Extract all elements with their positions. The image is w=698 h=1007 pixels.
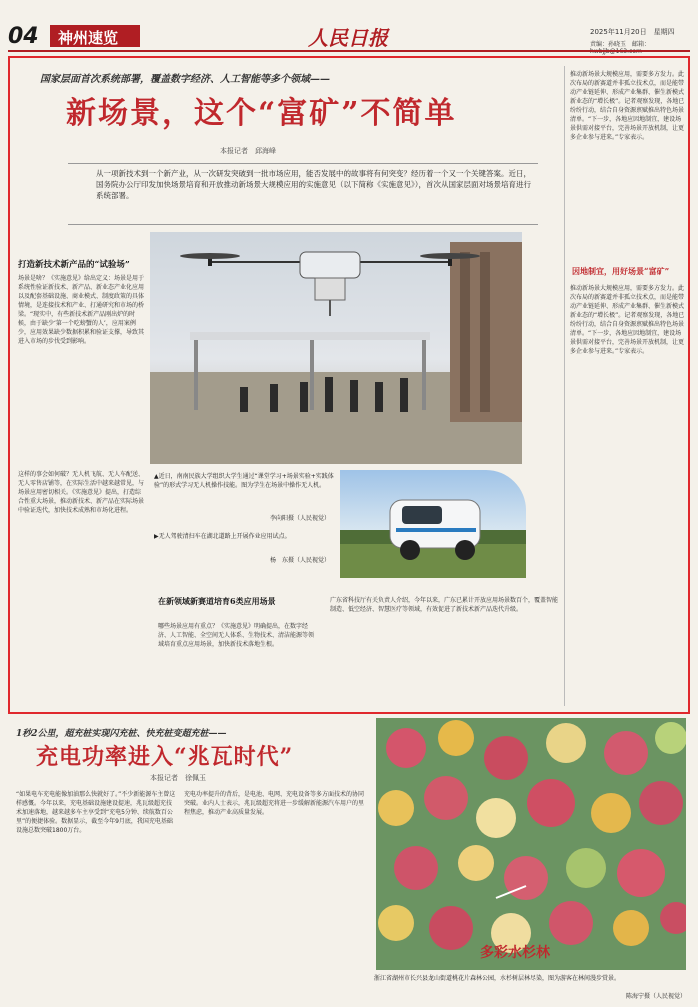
photo-feature-caption: 浙江省湖州市长兴县龙山街道桃花片森林公园，水杉树层林尽染，图为游客在林间漫步赏景。 [374, 975, 621, 982]
second-byline: 本报记者 徐佩玉 [150, 774, 206, 782]
second-text-col-2: 充电功率提升的背后，是电池、电网、充电设备等多方面技术的协同突破。业内人士表示，兆瓦级超充将进一步缓解新能源汽车用户的里程焦虑，推动产业高质量发展。 [184, 791, 364, 816]
lede-top-rule [68, 163, 538, 164]
second-text-col-1: “如果电车充电能像加油那么快就好了。”不少新能源车主曾这样感慨。今年以来，充电基础设施建设提速，兆瓦级超充技术加速落地，越来越多车主享受到“充电5分钟、续航数百公里”的便捷体验。数据显示，截至今年9月底，我国充电基础设施总数突破1800万台。 [16, 791, 176, 834]
photo-feature-credit: 陈海宁摄（人民视觉） [625, 993, 686, 1000]
left-subhead: 打造新技术新产品的“试验场” [18, 260, 130, 270]
page-number: 04 [8, 24, 39, 49]
photo-caption-1: ▲近日，南南民族大学组织大学生通过“课堂学习+场景实验+实践体验”的形式学习无人机操作技能。图为学生在场景中操作无人机。 [154, 473, 334, 489]
mid-subhead: 在新领域新赛道培育6类应用场景 [158, 596, 276, 606]
right-column-top-text: 推动新场景大规模应用，需要多方发力。此次布局的新赛道并非孤立技术点，而是能带动产业链延伸、形成产业集群、催生新模式新业态的“增长极”。记者观察发现，各地已纷纷行动，结合自身资源禀赋推出特色场景清单。“下一步，各地应因地制宜，建设场景供需对接平台，完善场景开放机制，让更多企业参与进来。”专家表示。 [570, 71, 685, 141]
right-subhead: 因地制宜，用好场景“富矿” [572, 266, 670, 276]
issue-date: 2025年11月20日 星期四 [590, 28, 675, 36]
mid-column-text: 哪些场景应用有重点？《实施意见》明确提出，在数字经济、人工智能、全空间无人体系、生物技术、清洁能源等领域培育重点应用场景，加快新技术落地生根。 [158, 623, 315, 648]
photo-credit-2: 杨 东摄（人民视觉） [269, 557, 330, 564]
second-headline[interactable]: 充电功率进入“兆瓦时代” [36, 744, 294, 770]
sweeper-photo [340, 470, 526, 578]
section-label: 神州速览 [50, 25, 140, 47]
sweeper-illustration [340, 470, 526, 578]
editors-line: 责编：孙晓玉 邮箱： [590, 41, 651, 48]
lede-bottom-rule [68, 224, 538, 225]
main-headline[interactable]: 新场景，这个“富矿”不简单 [66, 96, 457, 131]
drone-illustration [150, 232, 522, 464]
forest-illustration [376, 718, 686, 970]
forest-photo [376, 718, 686, 970]
main-kicker: 国家层面首次系统部署，覆盖数字经济、人工智能等多个领域—— [40, 74, 330, 85]
column-divider [564, 66, 565, 706]
left-column-text-2: 这样的事会如何破？无人机飞航、无人车配送、无人零售店铺等，在实际生活中越来越常见，与场景应用密切相关。《实施意见》提出，打造综合性重大场景，推动新技术、新产品在实际场景中验证迭代，加快技术成熟和市场化进程。 [18, 471, 144, 514]
main-byline: 本报记者 邱海峰 [220, 147, 276, 155]
second-kicker: 1秒2公里，超充桩实现闪充桩、快充桩变超充桩—— [16, 729, 227, 739]
main-lede: 从一项新技术到一个新产业，从一次研发突破到一批市场应用，能否发展中的故事将有何突变？经历着一个又一个关键答案。近日，国务院办公厅印发加快场景培育和开放推动新场景大规模应用的实施意见（以下简称《实施意见》），首次从国家层面对场景培育进行系统部署。 [96, 169, 531, 200]
photo-feature-title: 多彩水杉林 [480, 945, 550, 961]
right-column-text: 推动新场景大规模应用，需要多方发力。此次布局的新赛道并非孤立技术点，而是能带动产业链延伸、形成产业集群、催生新模式新业态的“增长极”。记者观察发现，各地已纷纷行动，结合自身资源禀赋推出特色场景清单。“下一步，各地应因地制宜，建设场景供需对接平台，完善场景开放机制，让更多企业参与进来。”专家表示。 [570, 285, 685, 355]
drone-photo [150, 232, 522, 464]
left-column-text: 场景是啥？《实施意见》给出定义：场景是用于系统性验证新技术、新产品、新业态产业化应用以及配套基础设施、商业模式、制度政策的具体情境，是连接技术和产业、打通研究和市场的桥梁。“现实中，有些新技术新产品刚出炉的时候，由于缺少‘第一个吃螃蟹的人’，应用案例少，应用效果缺少数据积累和验证支撑，导致其进入市场的步伐受到影响。 [18, 275, 144, 345]
masthead-logo: 人民日报 [308, 26, 388, 50]
mid-right-text: 广东省科技厅有关负责人介绍，今年以来，广东已累计开放应用场景数百个，覆盖智能制造、低空经济、智慧医疗等领域，有效促进了新技术新产品迭代升级。 [330, 597, 559, 613]
photo-caption-2: ▶无人驾驶清扫车在湖北道路上开展作业应用试点。 [154, 533, 291, 540]
photo-credit-1: 李向阳摄（人民视觉） [269, 515, 330, 522]
header-rule [8, 50, 690, 52]
